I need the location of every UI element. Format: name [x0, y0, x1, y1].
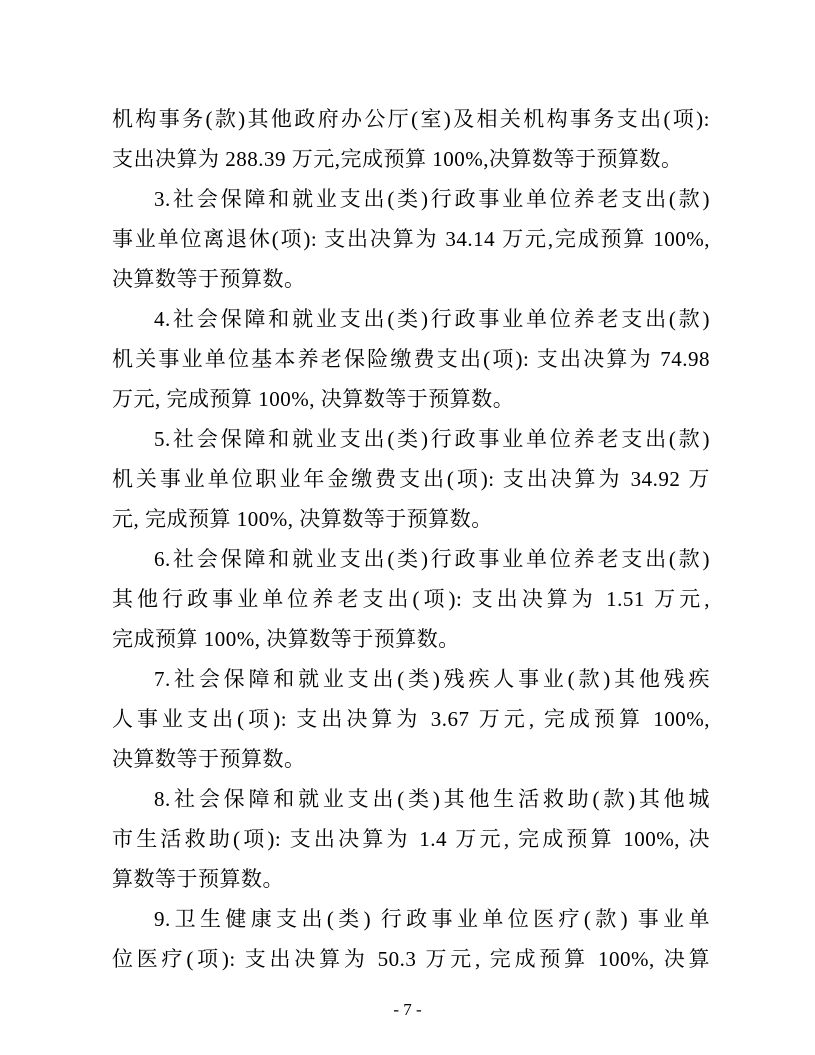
paragraph-line: 机构事务(款)其他政府办公厅(室)及相关机构事务支出(项): — [112, 107, 710, 131]
paragraph-line: 人事业支出(项): 支出决算为 3.67 万元, 完成预算 100%, — [112, 707, 710, 731]
paragraph-line: 完成预算 100%, 决算数等于预算数。 — [112, 627, 460, 651]
paragraph-line: 决算数等于预算数。 — [112, 747, 306, 771]
paragraph-line: 5.社会保障和就业支出(类)行政事业单位养老支出(款) — [154, 427, 710, 451]
paragraph-line: 6.社会保障和就业支出(类)行政事业单位养老支出(款) — [154, 547, 710, 571]
paragraph-line: 3.社会保障和就业支出(类)行政事业单位养老支出(款) — [154, 187, 710, 211]
paragraph-line: 机关事业单位职业年金缴费支出(项): 支出决算为 34.92 万 — [112, 467, 710, 491]
paragraph-line: 万元, 完成预算 100%, 决算数等于预算数。 — [112, 387, 515, 411]
paragraph-line: 9.卫生健康支出(类) 行政事业单位医疗(款) 事业单 — [154, 907, 710, 931]
document-body — [112, 99, 710, 979]
paragraph-line: 4.社会保障和就业支出(类)行政事业单位养老支出(款) — [154, 307, 710, 331]
paragraph-line: 元, 完成预算 100%, 决算数等于预算数。 — [112, 507, 493, 531]
paragraph-line: 算数等于预算数。 — [112, 867, 284, 891]
paragraph-line: 事业单位离退休(项): 支出决算为 34.14 万元,完成预算 100%, — [112, 227, 710, 251]
paragraph-line: 机关事业单位基本养老保险缴费支出(项): 支出决算为 74.98 — [112, 347, 710, 371]
paragraph-line: 决算数等于预算数。 — [112, 267, 306, 291]
paragraph-line: 市生活救助(项): 支出决算为 1.4 万元, 完成预算 100%, 决 — [112, 827, 710, 851]
paragraph-line: 其他行政事业单位养老支出(项): 支出决算为 1.51 万元, — [112, 587, 710, 611]
paragraph-line: 位医疗(项): 支出决算为 50.3 万元, 完成预算 100%, 决算 — [112, 947, 710, 971]
paragraph-line: 7.社会保障和就业支出(类)残疾人事业(款)其他残疾 — [154, 667, 710, 691]
paragraph-line: 8.社会保障和就业支出(类)其他生活救助(款)其他城 — [154, 787, 710, 811]
page-number: - 7 - — [393, 1000, 422, 1019]
paragraph-line: 支出决算为 288.39 万元,完成预算 100%,决算数等于预算数。 — [112, 147, 683, 171]
